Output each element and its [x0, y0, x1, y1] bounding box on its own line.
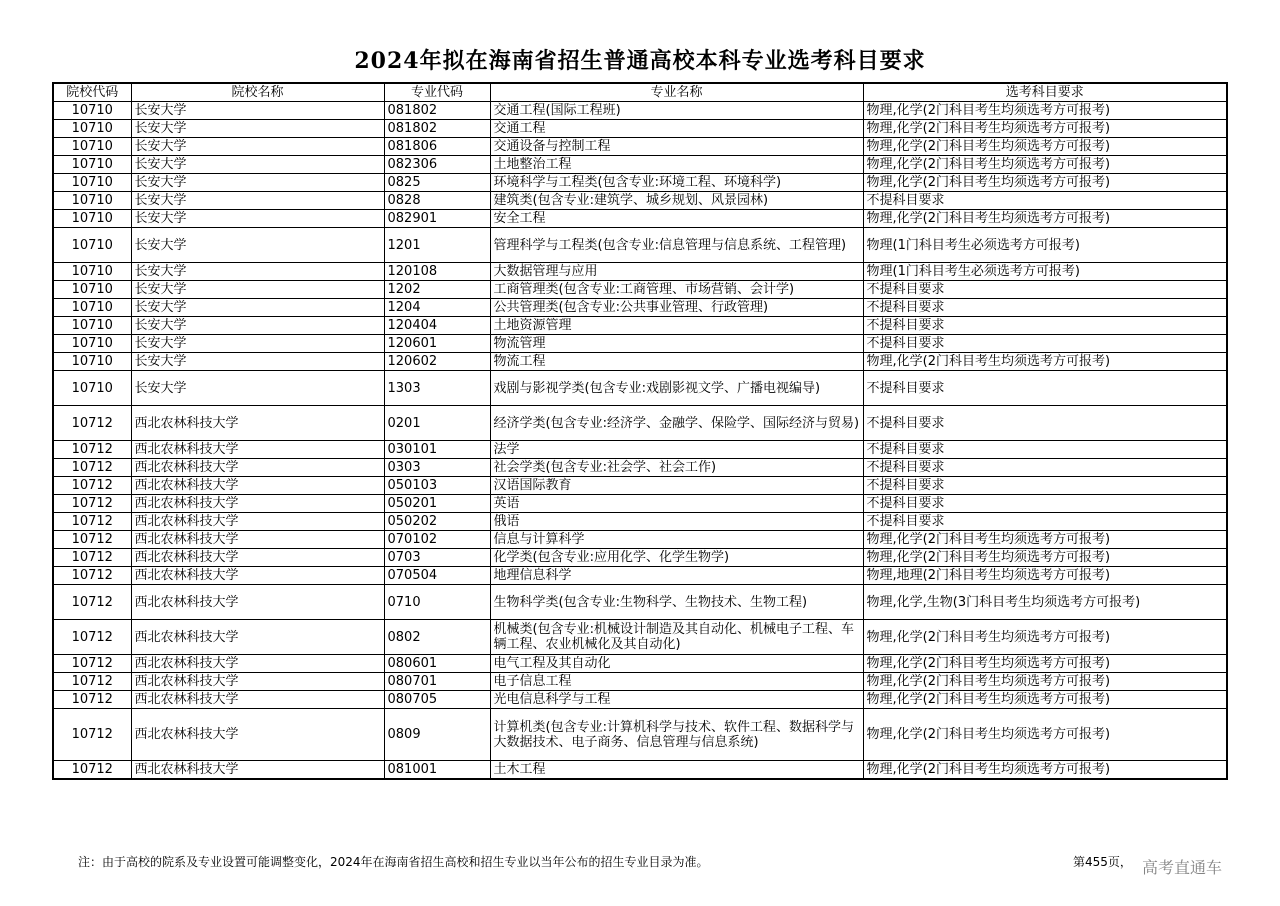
requirement-cell: 物理,化学(2门科目考生均须选考方可报考) — [863, 673, 1227, 691]
school-name-cell: 西北农林科技大学 — [131, 549, 384, 567]
major-name-cell: 化学类(包含专业:应用化学、化学生物学) — [490, 549, 863, 567]
header-subject-requirement: 选考科目要求 — [863, 83, 1227, 102]
school-code-cell: 10710 — [53, 281, 131, 299]
school-name-cell: 长安大学 — [131, 138, 384, 156]
school-code-cell: 10710 — [53, 335, 131, 353]
major-name-cell: 环境科学与工程类(包含专业:环境工程、环境科学) — [490, 174, 863, 192]
school-name-cell: 长安大学 — [131, 210, 384, 228]
header-school-name: 院校名称 — [131, 83, 384, 102]
table-row — [53, 406, 1227, 441]
major-name-cell: 电气工程及其自动化 — [490, 655, 863, 673]
major-name-cell: 地理信息科学 — [490, 567, 863, 585]
major-name-cell: 机械类(包含专业:机械设计制造及其自动化、机械电子工程、车辆工程、农业机械化及其自动化) — [490, 620, 863, 655]
school-code-cell: 10712 — [53, 549, 131, 567]
school-code-cell: 10712 — [53, 513, 131, 531]
major-code-cell: 0710 — [384, 585, 490, 620]
major-code-cell: 0828 — [384, 192, 490, 210]
major-code-cell: 050201 — [384, 495, 490, 513]
major-code-cell: 120602 — [384, 353, 490, 371]
major-name-cell: 汉语国际教育 — [490, 477, 863, 495]
major-name-cell: 计算机类(包含专业:计算机科学与技术、软件工程、数据科学与大数据技术、电子商务、信息管理与信息系统) — [490, 709, 863, 761]
table-row — [53, 691, 1227, 709]
major-code-cell: 0703 — [384, 549, 490, 567]
requirement-cell: 物理,化学(2门科目考生均须选考方可报考) — [863, 174, 1227, 192]
requirement-cell: 物理,地理(2门科目考生均须选考方可报考) — [863, 567, 1227, 585]
school-code-cell: 10710 — [53, 371, 131, 406]
school-code-cell: 10710 — [53, 138, 131, 156]
school-name-cell: 长安大学 — [131, 102, 384, 120]
school-name-cell: 西北农林科技大学 — [131, 441, 384, 459]
table-header-row — [53, 83, 1227, 102]
major-name-cell: 公共管理类(包含专业:公共事业管理、行政管理) — [490, 299, 863, 317]
table-row — [53, 495, 1227, 513]
major-name-cell: 土地整治工程 — [490, 156, 863, 174]
school-name-cell: 长安大学 — [131, 120, 384, 138]
school-name-cell: 西北农林科技大学 — [131, 655, 384, 673]
school-code-cell: 10712 — [53, 531, 131, 549]
table-row — [53, 228, 1227, 263]
table-row — [53, 620, 1227, 655]
school-name-cell: 西北农林科技大学 — [131, 709, 384, 761]
school-code-cell: 10712 — [53, 620, 131, 655]
major-name-cell: 电子信息工程 — [490, 673, 863, 691]
major-code-cell: 0809 — [384, 709, 490, 761]
school-name-cell: 长安大学 — [131, 299, 384, 317]
school-name-cell: 西北农林科技大学 — [131, 459, 384, 477]
major-code-cell: 1202 — [384, 281, 490, 299]
requirement-cell: 不提科目要求 — [863, 335, 1227, 353]
school-code-cell: 10712 — [53, 691, 131, 709]
major-code-cell: 080601 — [384, 655, 490, 673]
table-row — [53, 531, 1227, 549]
requirement-cell: 物理,化学(2门科目考生均须选考方可报考) — [863, 210, 1227, 228]
major-code-cell: 0802 — [384, 620, 490, 655]
school-code-cell: 10710 — [53, 228, 131, 263]
requirement-cell: 物理,化学(2门科目考生均须选考方可报考) — [863, 691, 1227, 709]
major-name-cell: 交通设备与控制工程 — [490, 138, 863, 156]
major-name-cell: 交通工程 — [490, 120, 863, 138]
school-name-cell: 西北农林科技大学 — [131, 585, 384, 620]
requirement-cell: 不提科目要求 — [863, 317, 1227, 335]
table-row — [53, 761, 1227, 780]
major-name-cell: 信息与计算科学 — [490, 531, 863, 549]
table-row — [53, 263, 1227, 281]
school-name-cell: 西北农林科技大学 — [131, 620, 384, 655]
page-number: 第455页， — [1073, 855, 1132, 869]
school-code-cell: 10710 — [53, 174, 131, 192]
school-name-cell: 西北农林科技大学 — [131, 531, 384, 549]
table-row — [53, 281, 1227, 299]
school-name-cell: 长安大学 — [131, 353, 384, 371]
school-code-cell: 10710 — [53, 263, 131, 281]
table-row — [53, 441, 1227, 459]
table-row — [53, 102, 1227, 120]
watermark: 高考直通车 — [1142, 858, 1223, 877]
requirement-cell: 物理,化学(2门科目考生均须选考方可报考) — [863, 709, 1227, 761]
school-code-cell: 10712 — [53, 441, 131, 459]
major-name-cell: 土地资源管理 — [490, 317, 863, 335]
school-code-cell: 10710 — [53, 317, 131, 335]
requirement-cell: 不提科目要求 — [863, 371, 1227, 406]
major-name-cell: 物流管理 — [490, 335, 863, 353]
requirement-cell: 不提科目要求 — [863, 441, 1227, 459]
school-name-cell: 长安大学 — [131, 281, 384, 299]
school-code-cell: 10712 — [53, 761, 131, 780]
requirement-cell: 不提科目要求 — [863, 299, 1227, 317]
table-row — [53, 709, 1227, 761]
major-name-cell: 工商管理类(包含专业:工商管理、市场营销、会计学) — [490, 281, 863, 299]
table-row — [53, 174, 1227, 192]
school-code-cell: 10712 — [53, 567, 131, 585]
school-name-cell: 西北农林科技大学 — [131, 691, 384, 709]
requirement-cell: 物理,化学(2门科目考生均须选考方可报考) — [863, 353, 1227, 371]
school-code-cell: 10712 — [53, 495, 131, 513]
school-code-cell: 10712 — [53, 709, 131, 761]
major-name-cell: 土木工程 — [490, 761, 863, 780]
header-school-code: 院校代码 — [53, 83, 131, 102]
school-code-cell: 10710 — [53, 210, 131, 228]
school-name-cell: 长安大学 — [131, 156, 384, 174]
major-name-cell: 物流工程 — [490, 353, 863, 371]
major-name-cell: 俄语 — [490, 513, 863, 531]
school-name-cell: 西北农林科技大学 — [131, 673, 384, 691]
table-row — [53, 192, 1227, 210]
school-code-cell: 10712 — [53, 406, 131, 441]
school-code-cell: 10712 — [53, 673, 131, 691]
school-code-cell: 10712 — [53, 477, 131, 495]
requirement-cell: 物理,化学(2门科目考生均须选考方可报考) — [863, 655, 1227, 673]
school-name-cell: 西北农林科技大学 — [131, 477, 384, 495]
major-name-cell: 戏剧与影视学类(包含专业:戏剧影视文学、广播电视编导) — [490, 371, 863, 406]
table-row — [53, 353, 1227, 371]
table-row — [53, 585, 1227, 620]
school-code-cell: 10710 — [53, 120, 131, 138]
table-row — [53, 335, 1227, 353]
requirement-cell: 不提科目要求 — [863, 513, 1227, 531]
requirement-cell: 物理,化学(2门科目考生均须选考方可报考) — [863, 549, 1227, 567]
header-major-name: 专业名称 — [490, 83, 863, 102]
major-code-cell: 120601 — [384, 335, 490, 353]
table-row — [53, 371, 1227, 406]
requirement-cell: 不提科目要求 — [863, 192, 1227, 210]
major-name-cell: 光电信息科学与工程 — [490, 691, 863, 709]
table-row — [53, 655, 1227, 673]
major-code-cell: 0825 — [384, 174, 490, 192]
school-code-cell: 10710 — [53, 353, 131, 371]
major-name-cell: 经济学类(包含专业:经济学、金融学、保险学、国际经济与贸易) — [490, 406, 863, 441]
table-row — [53, 210, 1227, 228]
major-name-cell: 法学 — [490, 441, 863, 459]
requirement-cell: 不提科目要求 — [863, 281, 1227, 299]
table-row — [53, 120, 1227, 138]
table-row — [53, 317, 1227, 335]
school-code-cell: 10710 — [53, 102, 131, 120]
school-name-cell: 西北农林科技大学 — [131, 567, 384, 585]
school-name-cell: 长安大学 — [131, 317, 384, 335]
requirement-cell: 物理,化学(2门科目考生均须选考方可报考) — [863, 102, 1227, 120]
major-name-cell: 社会学类(包含专业:社会学、社会工作) — [490, 459, 863, 477]
table-row — [53, 567, 1227, 585]
school-name-cell: 长安大学 — [131, 371, 384, 406]
major-code-cell: 1204 — [384, 299, 490, 317]
school-name-cell: 西北农林科技大学 — [131, 513, 384, 531]
school-name-cell: 西北农林科技大学 — [131, 495, 384, 513]
table-row — [53, 549, 1227, 567]
major-name-cell: 管理科学与工程类(包含专业:信息管理与信息系统、工程管理) — [490, 228, 863, 263]
major-code-cell: 1201 — [384, 228, 490, 263]
major-code-cell: 082901 — [384, 210, 490, 228]
major-code-cell: 030101 — [384, 441, 490, 459]
major-code-cell: 080701 — [384, 673, 490, 691]
requirement-cell: 不提科目要求 — [863, 406, 1227, 441]
major-code-cell: 1303 — [384, 371, 490, 406]
requirement-cell: 物理(1门科目考生必须选考方可报考) — [863, 263, 1227, 281]
school-code-cell: 10710 — [53, 192, 131, 210]
major-code-cell: 081802 — [384, 102, 490, 120]
school-name-cell: 长安大学 — [131, 335, 384, 353]
requirement-cell: 物理,化学(2门科目考生均须选考方可报考) — [863, 620, 1227, 655]
major-code-cell: 0201 — [384, 406, 490, 441]
school-code-cell: 10710 — [53, 299, 131, 317]
table-row — [53, 477, 1227, 495]
requirement-cell: 物理,化学(2门科目考生均须选考方可报考) — [863, 138, 1227, 156]
major-name-cell: 建筑类(包含专业:建筑学、城乡规划、风景园林) — [490, 192, 863, 210]
major-code-cell: 050202 — [384, 513, 490, 531]
footer-note: 注：由于高校的院系及专业设置可能调整变化，2024年在海南省招生高校和招生专业以当年公布的招生专业目录为准。 — [78, 855, 709, 869]
table-row — [53, 513, 1227, 531]
major-code-cell: 070102 — [384, 531, 490, 549]
school-name-cell: 长安大学 — [131, 192, 384, 210]
major-name-cell: 大数据管理与应用 — [490, 263, 863, 281]
table-row — [53, 156, 1227, 174]
major-code-cell: 081806 — [384, 138, 490, 156]
major-code-cell: 081001 — [384, 761, 490, 780]
major-code-cell: 081802 — [384, 120, 490, 138]
school-name-cell: 西北农林科技大学 — [131, 406, 384, 441]
requirement-cell: 物理(1门科目考生必须选考方可报考) — [863, 228, 1227, 263]
requirement-cell: 物理,化学(2门科目考生均须选考方可报考) — [863, 531, 1227, 549]
table-row — [53, 459, 1227, 477]
major-code-cell: 070504 — [384, 567, 490, 585]
school-name-cell: 长安大学 — [131, 228, 384, 263]
requirement-cell: 物理,化学,生物(3门科目考生均须选考方可报考) — [863, 585, 1227, 620]
major-code-cell: 080705 — [384, 691, 490, 709]
major-name-cell: 交通工程(国际工程班) — [490, 102, 863, 120]
major-name-cell: 生物科学类(包含专业:生物科学、生物技术、生物工程) — [490, 585, 863, 620]
school-code-cell: 10712 — [53, 655, 131, 673]
major-name-cell: 英语 — [490, 495, 863, 513]
major-code-cell: 120108 — [384, 263, 490, 281]
major-code-cell: 120404 — [384, 317, 490, 335]
school-code-cell: 10712 — [53, 459, 131, 477]
school-name-cell: 西北农林科技大学 — [131, 761, 384, 780]
page-title: 2024年拟在海南省招生普通高校本科专业选考科目要求 — [354, 48, 926, 74]
major-code-cell: 082306 — [384, 156, 490, 174]
requirement-cell: 物理,化学(2门科目考生均须选考方可报考) — [863, 761, 1227, 780]
requirement-cell: 物理,化学(2门科目考生均须选考方可报考) — [863, 120, 1227, 138]
table-row — [53, 299, 1227, 317]
major-code-cell: 0303 — [384, 459, 490, 477]
requirement-cell: 物理,化学(2门科目考生均须选考方可报考) — [863, 156, 1227, 174]
requirement-cell: 不提科目要求 — [863, 477, 1227, 495]
requirement-cell: 不提科目要求 — [863, 459, 1227, 477]
major-code-cell: 050103 — [384, 477, 490, 495]
requirement-cell: 不提科目要求 — [863, 495, 1227, 513]
header-major-code: 专业代码 — [384, 83, 490, 102]
major-name-cell: 安全工程 — [490, 210, 863, 228]
table-row — [53, 138, 1227, 156]
school-code-cell: 10712 — [53, 585, 131, 620]
school-code-cell: 10710 — [53, 156, 131, 174]
school-name-cell: 长安大学 — [131, 263, 384, 281]
school-name-cell: 长安大学 — [131, 174, 384, 192]
requirements-table — [52, 82, 1228, 780]
table-row — [53, 673, 1227, 691]
